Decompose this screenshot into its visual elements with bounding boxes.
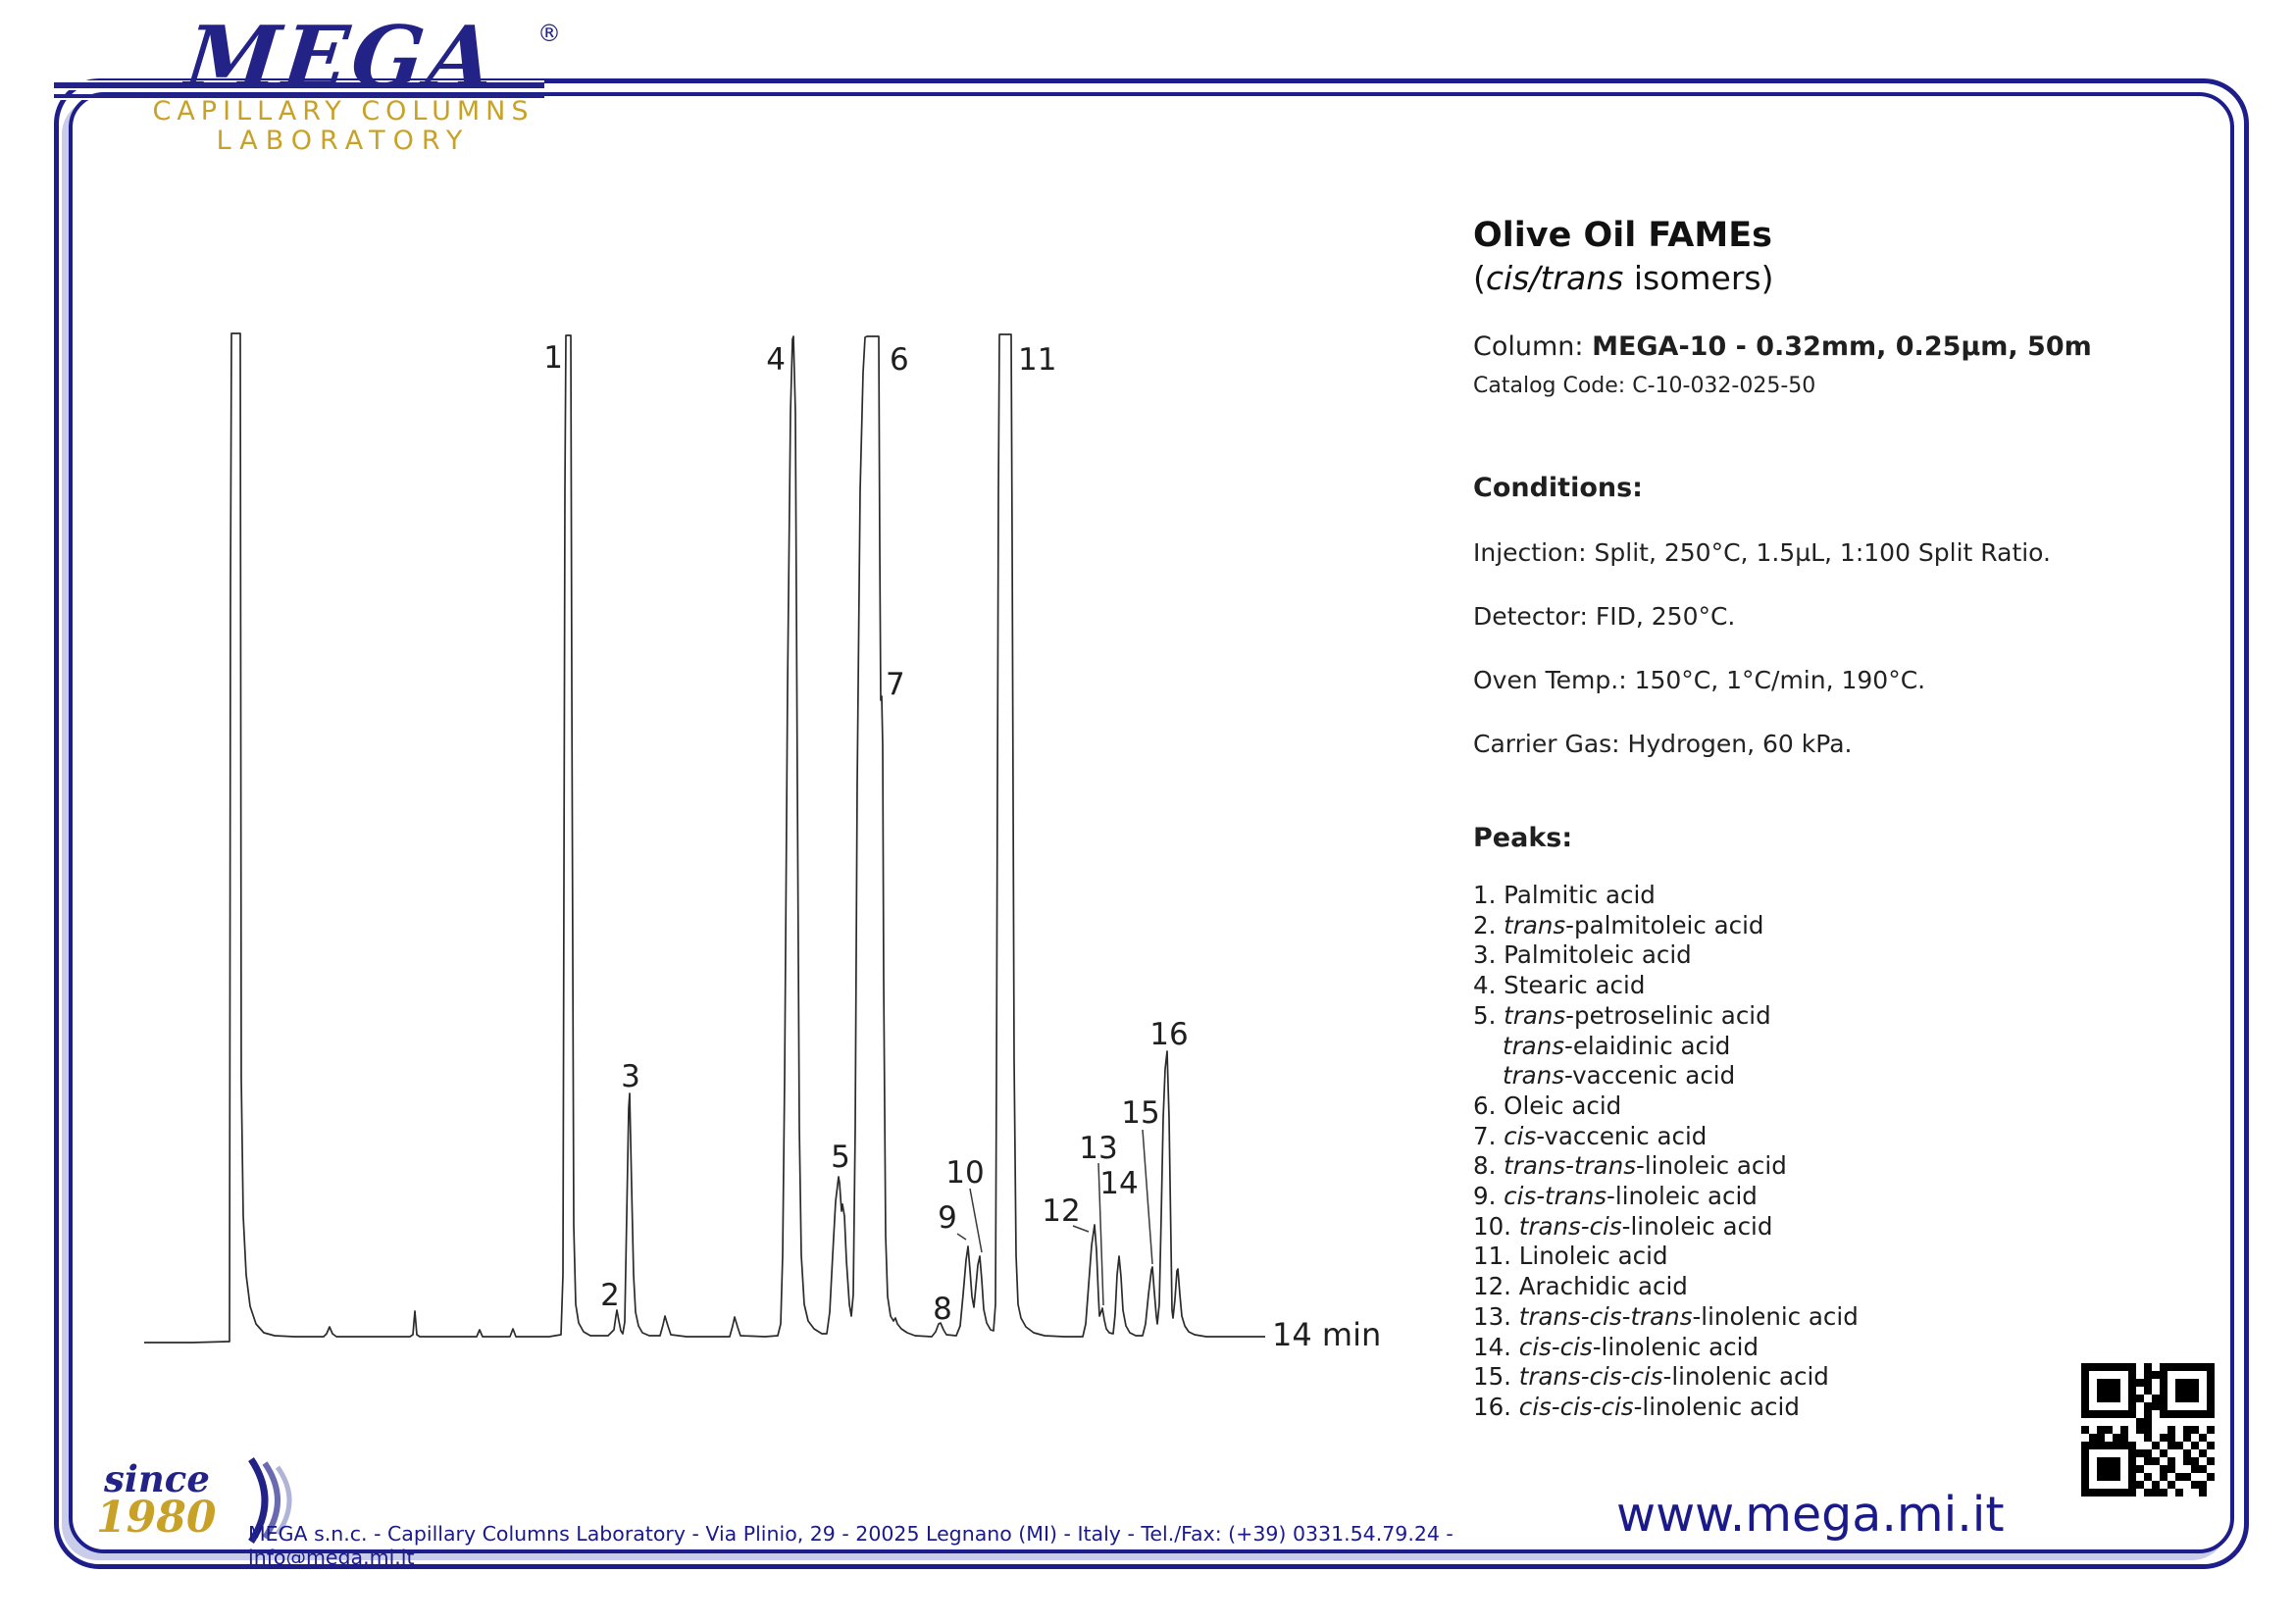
qr-module xyxy=(2081,1473,2089,1481)
text-segment: -linoleic acid xyxy=(1606,1182,1758,1211)
qr-module xyxy=(2128,1402,2136,1410)
text-segment: 16. xyxy=(1473,1392,1519,1421)
qr-module xyxy=(2144,1426,2152,1434)
qr-module xyxy=(2175,1363,2183,1371)
peaks-list xyxy=(1473,881,2268,1423)
peak-item xyxy=(1473,1212,2268,1243)
peak-pointer-line xyxy=(957,1234,966,1240)
qr-module xyxy=(2128,1465,2136,1473)
peak-number-label: 9 xyxy=(938,1200,957,1236)
text-segment: trans xyxy=(1504,1000,1566,1030)
text-segment: 12. Arachidic acid xyxy=(1473,1272,1688,1301)
qr-module xyxy=(2160,1387,2168,1395)
qr-module xyxy=(2097,1489,2105,1497)
text-segment: trans-cis-cis xyxy=(1518,1362,1663,1392)
qr-module xyxy=(2183,1426,2191,1434)
qr-module xyxy=(2081,1457,2089,1465)
qr-module xyxy=(2081,1371,2089,1379)
qr-module xyxy=(2160,1489,2168,1497)
chromatogram-trace xyxy=(144,333,1265,1343)
text-segment: -linoleic acid xyxy=(1635,1151,1787,1181)
qr-module xyxy=(2113,1442,2120,1449)
qr-module xyxy=(2168,1457,2175,1465)
qr-module xyxy=(2191,1410,2199,1418)
qr-module xyxy=(2183,1473,2191,1481)
qr-module xyxy=(2097,1457,2105,1465)
qr-module xyxy=(2128,1410,2136,1418)
qr-module xyxy=(2175,1387,2183,1395)
qr-module xyxy=(2097,1395,2105,1402)
qr-module xyxy=(2160,1402,2168,1410)
conditions-list xyxy=(1473,538,2268,758)
qr-module xyxy=(2199,1489,2207,1497)
qr-module xyxy=(2105,1379,2113,1387)
qr-module xyxy=(2175,1379,2183,1387)
qr-module xyxy=(2152,1442,2160,1449)
qr-module xyxy=(2136,1481,2144,1489)
qr-module xyxy=(2160,1379,2168,1387)
text-segment: 5. xyxy=(1473,1000,1504,1030)
peak-number-label: 16 xyxy=(1149,1017,1189,1052)
qr-module xyxy=(2168,1481,2175,1489)
qr-module xyxy=(2175,1473,2183,1481)
peak-number-label: 3 xyxy=(621,1059,640,1094)
text-segment: 4. Stearic acid xyxy=(1473,971,1646,1000)
logo-caption-line2: LABORATORY xyxy=(216,126,471,156)
qr-module xyxy=(2207,1379,2215,1387)
qr-module xyxy=(2081,1387,2089,1395)
qr-module xyxy=(2097,1410,2105,1418)
qr-module xyxy=(2081,1481,2089,1489)
qr-module xyxy=(2183,1434,2191,1442)
text-segment: 11. Linoleic acid xyxy=(1473,1242,1668,1271)
qr-module xyxy=(2183,1457,2191,1465)
qr-module xyxy=(2105,1489,2113,1497)
qr-module xyxy=(2207,1442,2215,1449)
qr-module xyxy=(2144,1410,2152,1418)
qr-module xyxy=(2128,1489,2136,1497)
qr-module xyxy=(2105,1387,2113,1395)
peak-number-label: 4 xyxy=(766,342,786,378)
registered-mark: ® xyxy=(537,20,561,47)
qr-module xyxy=(2113,1434,2120,1442)
peak-item xyxy=(1473,1333,2268,1363)
qr-module xyxy=(2152,1371,2160,1379)
logo-brand-text: MEGA xyxy=(180,8,503,107)
qr-module xyxy=(2097,1363,2105,1371)
peak-item xyxy=(1473,1242,2268,1272)
qr-module xyxy=(2183,1395,2191,1402)
qr-module xyxy=(2199,1449,2207,1457)
qr-module xyxy=(2113,1363,2120,1371)
qr-module xyxy=(2089,1489,2097,1497)
qr-module xyxy=(2183,1387,2191,1395)
peak-item xyxy=(1473,1302,2268,1333)
text-segment: trans xyxy=(1503,1061,1564,1091)
text-segment: trans xyxy=(1504,910,1566,939)
text-segment: 9. xyxy=(1473,1182,1504,1211)
text-segment: -vaccenic acid xyxy=(1536,1121,1708,1150)
text-segment: -petroselinic acid xyxy=(1565,1000,1771,1030)
text-segment: trans xyxy=(1503,1031,1564,1060)
qr-module xyxy=(2175,1442,2183,1449)
text-segment: 13. xyxy=(1473,1301,1519,1331)
qr-module xyxy=(2191,1379,2199,1387)
qr-module xyxy=(2191,1465,2199,1473)
text-segment: ( xyxy=(1473,259,1486,297)
peak-number-label: 2 xyxy=(600,1278,620,1313)
qr-module xyxy=(2199,1434,2207,1442)
qr-module xyxy=(2128,1481,2136,1489)
qr-module xyxy=(2120,1363,2128,1371)
text-segment: -linolenic acid xyxy=(1692,1301,1859,1331)
qr-module xyxy=(2168,1465,2175,1473)
peak-item xyxy=(1473,940,2268,971)
peak-number-label: 15 xyxy=(1121,1095,1160,1131)
text-segment: -palmitoleic acid xyxy=(1565,910,1764,939)
qr-module xyxy=(2081,1449,2089,1457)
qr-module xyxy=(2191,1457,2199,1465)
qr-module xyxy=(2207,1395,2215,1402)
peak-number-label: 11 xyxy=(1018,342,1057,378)
qr-module xyxy=(2175,1410,2183,1418)
qr-code xyxy=(2081,1363,2215,1497)
text-segment: 10. xyxy=(1473,1211,1519,1241)
qr-module xyxy=(2136,1379,2144,1387)
text-segment: -elaidinic acid xyxy=(1564,1031,1731,1060)
qr-module xyxy=(2081,1410,2089,1418)
qr-module xyxy=(2081,1489,2089,1497)
peak-item xyxy=(1473,971,2268,1001)
text-segment: -linolenic acid xyxy=(1592,1332,1759,1361)
qr-module xyxy=(2168,1442,2175,1449)
qr-module xyxy=(2191,1363,2199,1371)
qr-module xyxy=(2136,1449,2144,1457)
text-segment: cis-cis xyxy=(1518,1332,1593,1361)
company-address-line: MEGA s.n.c. - Capillary Columns Laboratory - Via Plinio, 29 - 20025 Legnano (MI) - Italy - Tel./Fax: (+39) 0331.54.79.24 - info@mega.mi.it xyxy=(248,1522,1454,1569)
qr-module xyxy=(2168,1410,2175,1418)
text-segment: trans-trans xyxy=(1504,1151,1636,1181)
qr-module xyxy=(2144,1489,2152,1497)
qr-module xyxy=(2081,1442,2089,1449)
text-segment: cis/trans xyxy=(1485,259,1624,297)
qr-module xyxy=(2097,1426,2105,1434)
qr-module xyxy=(2136,1426,2144,1434)
qr-module xyxy=(2144,1457,2152,1465)
qr-module xyxy=(2207,1363,2215,1371)
qr-module xyxy=(2160,1410,2168,1418)
text-segment: trans-cis-trans xyxy=(1518,1301,1693,1331)
text-segment: -linoleic acid xyxy=(1621,1211,1773,1241)
qr-module xyxy=(2183,1363,2191,1371)
qr-module xyxy=(2191,1395,2199,1402)
qr-module xyxy=(2207,1426,2215,1434)
qr-module xyxy=(2160,1363,2168,1371)
text-segment: 6. Oleic acid xyxy=(1473,1091,1622,1120)
qr-module xyxy=(2144,1473,2152,1481)
qr-module xyxy=(2105,1395,2113,1402)
peak-number-label: 8 xyxy=(933,1292,952,1327)
peak-item xyxy=(1473,1182,2268,1212)
qr-module xyxy=(2207,1402,2215,1410)
peak-item xyxy=(1473,911,2268,941)
qr-module xyxy=(2152,1489,2160,1497)
text-segment: 2. xyxy=(1473,910,1504,939)
qr-module xyxy=(2160,1449,2168,1457)
qr-module xyxy=(2120,1442,2128,1449)
catalog-code: Catalog Code: C-10-032-025-50 xyxy=(1473,374,1816,398)
qr-module xyxy=(2097,1442,2105,1449)
peaks-header: Peaks: xyxy=(1473,823,1573,853)
qr-module xyxy=(2191,1481,2199,1489)
peak-number-label: 13 xyxy=(1079,1131,1118,1166)
qr-module xyxy=(2199,1465,2207,1473)
qr-module xyxy=(2105,1457,2113,1465)
qr-module xyxy=(2152,1457,2160,1465)
text-segment: 15. xyxy=(1473,1362,1519,1392)
qr-module xyxy=(2128,1387,2136,1395)
qr-module xyxy=(2136,1465,2144,1473)
logo-caption-line1: CAPILLARY COLUMNS xyxy=(152,96,535,127)
condition-line: Detector: FID, 250°C. xyxy=(1473,602,1736,631)
qr-module xyxy=(2152,1402,2160,1410)
qr-module xyxy=(2113,1465,2120,1473)
peak-item xyxy=(1473,1001,2268,1032)
peak-pointer-line xyxy=(970,1189,982,1252)
qr-module xyxy=(2089,1442,2097,1449)
qr-module xyxy=(2128,1371,2136,1379)
peak-number-label: 10 xyxy=(945,1155,985,1191)
qr-module xyxy=(2136,1395,2144,1402)
qr-module xyxy=(2113,1395,2120,1402)
qr-module xyxy=(2160,1465,2168,1473)
qr-module xyxy=(2113,1489,2120,1497)
page-title: Olive Oil FAMEs xyxy=(1473,216,1772,255)
qr-module xyxy=(2207,1457,2215,1465)
peak-item xyxy=(1473,1122,2268,1152)
qr-module xyxy=(2128,1473,2136,1481)
qr-module xyxy=(2105,1442,2113,1449)
qr-module xyxy=(2097,1379,2105,1387)
qr-module xyxy=(2120,1489,2128,1497)
qr-module xyxy=(2207,1473,2215,1481)
condition-line: Carrier Gas: Hydrogen, 60 kPa. xyxy=(1473,730,1853,758)
qr-module xyxy=(2144,1387,2152,1395)
qr-module xyxy=(2113,1410,2120,1418)
qr-module xyxy=(2144,1418,2152,1426)
qr-module xyxy=(2105,1465,2113,1473)
qr-module xyxy=(2144,1363,2152,1371)
peak-number-label: 6 xyxy=(890,342,909,378)
qr-module xyxy=(2175,1489,2183,1497)
qr-module xyxy=(2191,1387,2199,1395)
qr-module xyxy=(2207,1371,2215,1379)
qr-module xyxy=(2128,1395,2136,1402)
text-segment: 8. xyxy=(1473,1151,1504,1181)
qr-module xyxy=(2160,1473,2168,1481)
peak-number-label: 1 xyxy=(543,340,563,376)
qr-module xyxy=(2168,1363,2175,1371)
qr-module xyxy=(2168,1426,2175,1434)
text-segment: 1. Palmitic acid xyxy=(1473,881,1656,909)
page-subtitle xyxy=(1473,257,2268,300)
text-segment: isomers) xyxy=(1623,259,1774,297)
x-axis-end-label: 14 min xyxy=(1272,1316,1382,1353)
qr-module xyxy=(2097,1387,2105,1395)
qr-module xyxy=(2128,1379,2136,1387)
qr-module xyxy=(2152,1395,2160,1402)
text-segment: 3. Palmitoleic acid xyxy=(1473,940,1692,970)
qr-module xyxy=(2128,1363,2136,1371)
qr-module xyxy=(2105,1363,2113,1371)
qr-module xyxy=(2168,1434,2175,1442)
conditions-header: Conditions: xyxy=(1473,473,1643,503)
qr-module xyxy=(2113,1457,2120,1465)
qr-module xyxy=(2152,1481,2160,1489)
peak-number-label: 12 xyxy=(1042,1193,1081,1229)
qr-module xyxy=(2199,1481,2207,1489)
text-segment: 7. xyxy=(1473,1121,1504,1150)
info-panel xyxy=(1473,214,2268,1423)
qr-module xyxy=(2144,1434,2152,1442)
text-segment: -linolenic acid xyxy=(1633,1392,1800,1421)
qr-module xyxy=(2199,1363,2207,1371)
mega-logo xyxy=(118,8,628,156)
qr-module xyxy=(2207,1410,2215,1418)
qr-module xyxy=(2136,1418,2144,1426)
text-segment: cis-cis-cis xyxy=(1518,1392,1634,1421)
qr-module xyxy=(2089,1363,2097,1371)
qr-module xyxy=(2128,1449,2136,1457)
qr-module xyxy=(2081,1402,2089,1410)
column-label: Column: xyxy=(1473,331,1593,362)
peak-item xyxy=(1473,1272,2268,1302)
condition-line: Injection: Split, 250°C, 1.5µL, 1:100 Split Ratio. xyxy=(1473,538,2051,567)
qr-module xyxy=(2144,1402,2152,1410)
peak-item xyxy=(1473,1151,2268,1182)
qr-module xyxy=(2097,1465,2105,1473)
condition-line: Oven Temp.: 150°C, 1°C/min, 190°C. xyxy=(1473,666,1926,694)
qr-module xyxy=(2191,1426,2199,1434)
qr-module xyxy=(2191,1442,2199,1449)
website-url: www.mega.mi.it xyxy=(1616,1487,2005,1543)
qr-module xyxy=(2144,1371,2152,1379)
since-year: 1980 xyxy=(96,1493,217,1543)
qr-module xyxy=(2199,1410,2207,1418)
qr-module xyxy=(2160,1434,2168,1442)
peak-item xyxy=(1473,1032,2268,1062)
qr-module xyxy=(2097,1434,2105,1442)
peak-number-label: 7 xyxy=(886,667,905,702)
qr-module xyxy=(2081,1395,2089,1402)
qr-module xyxy=(2144,1449,2152,1457)
qr-module xyxy=(2081,1465,2089,1473)
qr-module xyxy=(2113,1387,2120,1395)
qr-module xyxy=(2113,1473,2120,1481)
text-segment: trans-cis xyxy=(1518,1211,1622,1241)
qr-module xyxy=(2128,1442,2136,1449)
qr-module xyxy=(2175,1395,2183,1402)
peak-item xyxy=(1473,1091,2268,1122)
qr-module xyxy=(2120,1434,2128,1442)
qr-module xyxy=(2160,1395,2168,1402)
since-word: since xyxy=(104,1457,210,1500)
text-segment: cis xyxy=(1504,1121,1537,1150)
qr-module xyxy=(2089,1410,2097,1418)
qr-module xyxy=(2105,1473,2113,1481)
text-segment: cis-trans xyxy=(1504,1182,1607,1211)
qr-module xyxy=(2160,1371,2168,1379)
qr-module xyxy=(2081,1379,2089,1387)
text-segment: 14. xyxy=(1473,1332,1519,1361)
column-value: MEGA-10 - 0.32mm, 0.25µm, 50m xyxy=(1592,331,2092,362)
column-spec xyxy=(1473,331,2268,362)
peak-number-label: 14 xyxy=(1099,1166,1139,1201)
qr-module xyxy=(2207,1387,2215,1395)
qr-module xyxy=(2144,1379,2152,1387)
qr-module xyxy=(2120,1410,2128,1418)
qr-module xyxy=(2097,1473,2105,1481)
qr-module xyxy=(2183,1410,2191,1418)
qr-module xyxy=(2089,1434,2097,1442)
text-segment: -vaccenic acid xyxy=(1564,1061,1736,1091)
qr-module xyxy=(2120,1426,2128,1434)
peak-number-label: 5 xyxy=(831,1140,850,1175)
peak-item xyxy=(1473,881,2268,911)
peak-item xyxy=(1473,1061,2268,1091)
qr-module xyxy=(2128,1457,2136,1465)
qr-module xyxy=(2105,1426,2113,1434)
text-segment: -linolenic acid xyxy=(1662,1362,1829,1392)
qr-module xyxy=(2183,1379,2191,1387)
qr-module xyxy=(2081,1426,2089,1434)
qr-module xyxy=(2105,1410,2113,1418)
qr-module xyxy=(2113,1379,2120,1387)
qr-module xyxy=(2183,1449,2191,1457)
qr-module xyxy=(2081,1363,2089,1371)
peak-pointer-line xyxy=(1143,1130,1152,1264)
